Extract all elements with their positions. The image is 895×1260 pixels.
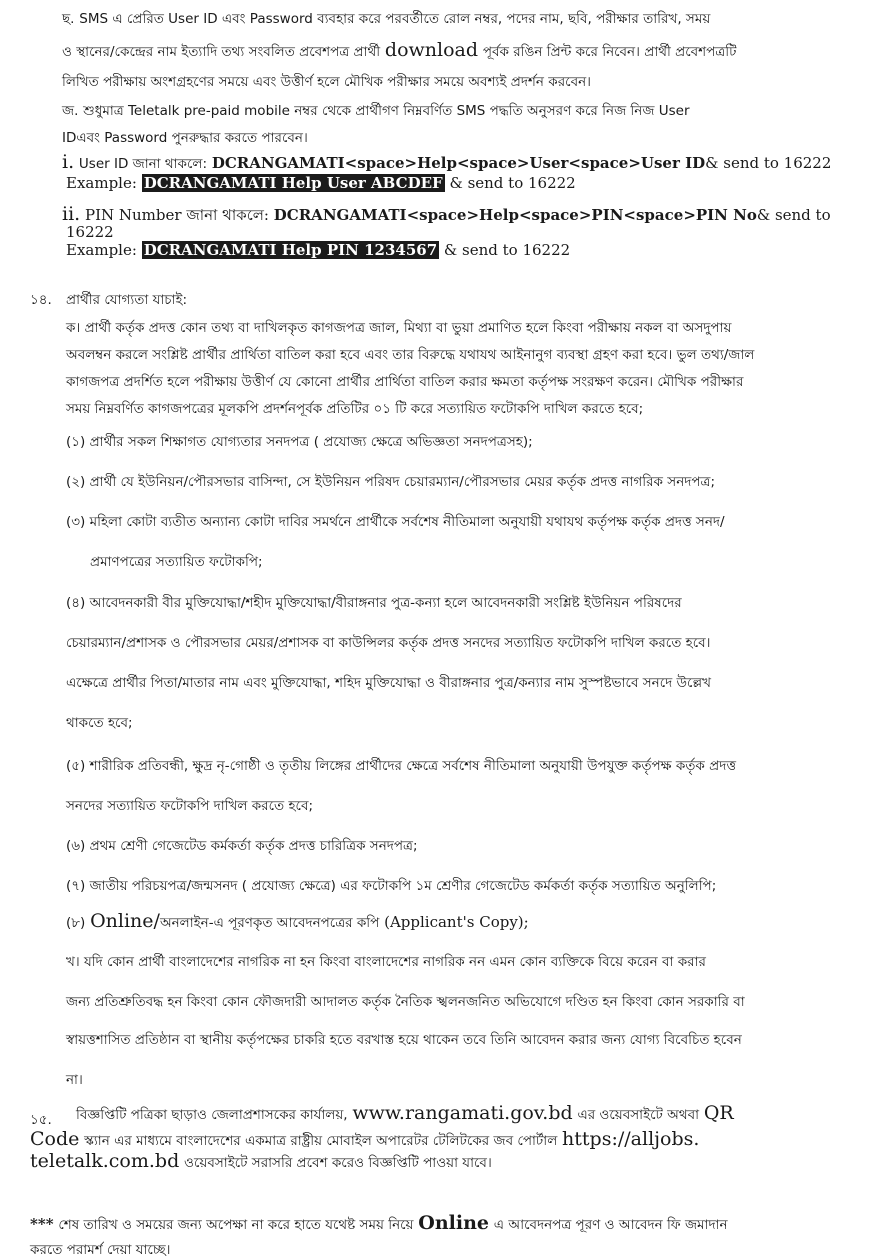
- item-marker: (৮): [66, 915, 86, 931]
- stars-marker: ***: [30, 1215, 54, 1233]
- online-word: Online/: [90, 910, 160, 932]
- document-item-5: (৫) শারীরিক প্রতিবন্ধী, ক্ষুদ্র নৃ-গোষ্ঠী ও তৃতীয় লিঙ্গের প্রার্থীদের ক্ষেত্রে সর্বশেষ নীতিমালা অনুযায়ী উপযুক্ত কর্তৃপক্ষ কর্তৃক প্রদত্ত: [66, 758, 736, 774]
- document-item-5-cont: সনদের সত্যায়িত ফটোকপি দাখিল করতে হবে;: [66, 798, 314, 814]
- document-item-2: (২) প্রার্থী যে ইউনিয়ন/পৌরসভার বাসিন্দা, সে ইউনিয়ন পরিষদ চেয়ারম্যান/পৌরসভার মেয়র কর্তৃক প্রদত্ত নাগরিক সনদপত্র;: [66, 474, 715, 490]
- option-marker: i.: [62, 151, 75, 173]
- online-word: Online: [418, 1212, 489, 1234]
- document-item-4-cont: চেয়ারম্যান/প্রশাসক ও পৌরসভার মেয়র/প্রশাসক বা কাউন্সিলর কর্তৃক প্রদত্ত সনদের সত্যায়িত ফটোকপি দাখিল করতে হবে।: [66, 635, 711, 651]
- item-text: অনলাইন-এ পূরণকৃত আবেদনপত্রের কপি: [159, 915, 380, 931]
- document-item-1: (১) প্রার্থীর সকল শিক্ষাগত যোগ্যতার সনদপত্র ( প্রযোজ্য ক্ষেত্রে অভিজ্ঞতা সনদপত্রসহ);: [66, 434, 533, 450]
- footer-note-text: এ আবেদনপত্র পূরণ ও আবেদন ফি জমাদান: [493, 1217, 728, 1233]
- sms-format: DCRANGAMATI<space>Help<space>User<space>User ID: [211, 154, 706, 172]
- footer-note-line-1: [30, 1213, 728, 1235]
- section-cha-text: পূর্বক রঙিন প্রিন্ট করে নিবেন। প্রার্থী প্রবেশপত্রটি: [482, 44, 737, 60]
- website-link[interactable]: www.rangamati.gov.bd: [352, 1102, 573, 1124]
- section-ja-line-1: [62, 100, 690, 121]
- document-item-3: (৩) মহিলা কোটা ব্যতীত অন্যান্য কোটা দাবির সমর্থনে প্রার্থীকে সর্বশেষ নীতিমালা অনুযায়ী যথাযথ কর্তৃপক্ষ কর্তৃক প্রদত্ত সনদ/: [66, 514, 725, 530]
- job-portal-link[interactable]: https://alljobs.: [562, 1128, 700, 1150]
- sms-option-ii: [62, 204, 850, 225]
- section-14-kha-line: জন্য প্রতিশ্রুতিবদ্ধ হন কিংবা কোন ফৌজদারী আদালত কর্তৃক নৈতিক স্খলনজনিত অভিযোগে দণ্ডিত হন কিংবা কোন সরকারি বা: [66, 994, 745, 1010]
- section-cha-line-1: [62, 8, 710, 29]
- section-15-line-1: [30, 1109, 52, 1130]
- option-label: PIN Number জানা থাকলে:: [84, 206, 269, 224]
- document-item-3-cont: প্রমাণপত্রের সত্যায়িত ফটোকপি;: [90, 554, 263, 570]
- sms-example-ii: [66, 240, 570, 260]
- sms-example-i: [66, 173, 576, 193]
- document-item-4-cont: এক্ষেত্রে প্রার্থীর পিতা/মাতার নাম এবং মুক্তিযোদ্ধা, শহিদ মুক্তিযোদ্ধা ও বীরাঙ্গনার পুত্র/কন্যার নাম সুস্পষ্টভাবে সনদে উল্লেখ: [66, 675, 711, 691]
- section-cha-marker: ছ.: [62, 11, 75, 27]
- section-15-text: ওয়েবসাইটে সরাসরি প্রবেশ করেও বিজ্ঞপ্তিটি পাওয়া যাবে।: [184, 1155, 492, 1171]
- code-word: Code: [30, 1128, 80, 1150]
- sms-option-ii-number: 16222: [66, 223, 114, 241]
- example-label: Example:: [66, 174, 137, 192]
- example-code-highlight: DCRANGAMATI Help User ABCDEF: [143, 174, 443, 192]
- section-14-title: প্রার্থীর যোগ্যতা যাচাই:: [66, 292, 188, 308]
- document-item-7: (৭) জাতীয় পরিচয়পত্র/জন্মসনদ ( প্রযোজ্য ক্ষেত্রে) এর ফটোকপি ১ম শ্রেণীর গেজেটেড কর্মকর্তা কর্তৃক সত্যায়িত অনুলিপি;: [66, 878, 717, 894]
- section-cha-text: SMS এ প্রেরিত User ID এবং Password ব্যবহার করে পরবর্তীতে রোল নম্বর, পদের নাম, ছবি, পরীক্ষার তারিখ, সময়: [79, 11, 711, 27]
- section-ja-text: শুধুমাত্র Teletalk pre-paid mobile নম্বর থেকে প্রার্থীগণ নিম্নবর্ণিত SMS পদ্ধতি অনুসরণ করে নিজ নিজ User: [83, 103, 690, 119]
- option-label: User ID জানা থাকলে:: [78, 156, 208, 172]
- job-portal-link[interactable]: teletalk.com.bd: [30, 1150, 180, 1172]
- section-14-kha-line: খ। যদি কোন প্রার্থী বাংলাদেশের নাগরিক না হন কিংবা বাংলাদেশের নাগরিক নন এমন কোন ব্যক্তিকে বিয়ে করেন বা করার: [66, 954, 706, 970]
- qr-word: QR: [703, 1102, 734, 1124]
- document-item-4: (৪) আবেদনকারী বীর মুক্তিযোদ্ধা/শহীদ মুক্তিযোদ্ধা/বীরাঙ্গনার পুত্র-কন্যা হলে আবেদনকারী সংশ্লিষ্ট ইউনিয়ন পরিষদের: [66, 595, 682, 611]
- section-14-ka-line: ক। প্রার্থী কর্তৃক প্রদত্ত কোন তথ্য বা দাখিলকৃত কাগজপত্র জাল, মিথ্যা বা ভুয়া প্রমাণিত হলে কিংবা পরীক্ষায় নকল বা অসদুপায়: [66, 320, 732, 336]
- footer-note-text: শেষ তারিখ ও সময়ের জন্য অপেক্ষা না করে হাতে যথেষ্ট সময় নিয়ে: [58, 1217, 414, 1233]
- section-ja-line-2: IDএবং Password পুনরুদ্ধার করতে পারবেন।: [62, 130, 308, 146]
- option-marker: ii.: [62, 203, 81, 225]
- section-ja-marker: জ.: [62, 103, 79, 119]
- footer-note-line-2: করতে পরামর্শ দেয়া যাচ্ছে।: [30, 1242, 171, 1258]
- document-item-6: (৬) প্রথম শ্রেণী গেজেটেড কর্মকর্তা কর্তৃক প্রদত্ত চারিত্রিক সনদপত্র;: [66, 838, 418, 854]
- section-15-text: বিজ্ঞপ্তিটি পত্রিকা ছাড়াও জেলাপ্রশাসকের কার্যালয়,: [76, 1107, 348, 1123]
- section-cha-line-2: [62, 40, 736, 62]
- example-code-highlight: DCRANGAMATI Help PIN 1234567: [143, 241, 438, 259]
- section-14-kha-line: স্বায়ত্তশাসিত প্রতিষ্ঠান বা স্থানীয় কর্তৃপক্ষের চাকরি হতে বরখাস্ত হয়ে থাকেন তবে তিনি আবেদন করার জন্য যোগ্য বিবেচিত হবেন: [66, 1032, 742, 1048]
- section-15-text: এর ওয়েবসাইটে অথবা: [577, 1107, 700, 1123]
- section-15-line-3: [30, 1151, 492, 1173]
- section-15-line-2: [30, 1129, 699, 1151]
- section-14-ka-line: কাগজপত্র প্রদর্শিত হলে পরীক্ষায় উত্তীর্ণ যে কোনো প্রার্থীর প্রার্থিতা বাতিল করার ক্ষমতা কর্তৃপক্ষ সংরক্ষণ করেন। মৌখিক পরীক্ষার: [66, 374, 744, 390]
- document-item-4-cont: থাকতে হবে;: [66, 715, 133, 731]
- section-cha-text: ও স্থানের/কেন্দ্রের নাম ইত্যাদি তথ্য সংবলিত প্রবেশপত্র প্রার্থী: [62, 44, 381, 60]
- example-label: Example:: [66, 241, 137, 259]
- section-cha-line-3: লিখিত পরীক্ষায় অংশগ্রহণের সময়ে এবং উত্তীর্ণ হলে মৌখিক পরীক্ষার সময়ে অবশ্যই প্রদর্শন করবেন।: [62, 74, 591, 90]
- sms-send-to: & send to: [756, 206, 831, 224]
- section-14-ka-line: সময় নিম্নবর্ণিত কাগজপত্রের মূলকপি প্রদর্শনপূর্বক প্রতিটির ০১ টি করে সত্যায়িত ফটোকপি দাখিল করতে হবে;: [66, 401, 644, 417]
- example-send-to: & send to 16222: [449, 174, 576, 192]
- section-15-text: স্ক্যান এর মাধ্যমে বাংলাদেশের একমাত্র রাষ্ট্রীয় মোবাইল অপারেটর টেলিটকের জব পোর্টাল: [84, 1133, 558, 1149]
- section-15-number: ১৫.: [30, 1112, 52, 1128]
- section-14-number: ১৪.: [30, 292, 52, 308]
- section-15-line-1-text: [76, 1103, 734, 1125]
- applicants-copy: (Applicant's Copy);: [384, 913, 529, 931]
- download-word: download: [384, 39, 479, 61]
- sms-format: DCRANGAMATI<space>Help<space>PIN<space>PIN No: [273, 206, 757, 224]
- document-item-8: [66, 911, 529, 933]
- sms-send-to: & send to 16222: [705, 154, 832, 172]
- section-14-ka-line: অবলম্বন করলে সংশ্লিষ্ট প্রার্থীর প্রার্থিতা বাতিল করা হবে এবং তার বিরুদ্ধে যথাযথ আইনানুগ ব্যবস্থা গ্রহণ করা হবে। ভুল তথ্য/জাল: [66, 347, 755, 363]
- section-14-kha-line: না।: [66, 1072, 83, 1088]
- example-send-to: & send to 16222: [443, 241, 571, 259]
- sms-option-i: [62, 152, 831, 174]
